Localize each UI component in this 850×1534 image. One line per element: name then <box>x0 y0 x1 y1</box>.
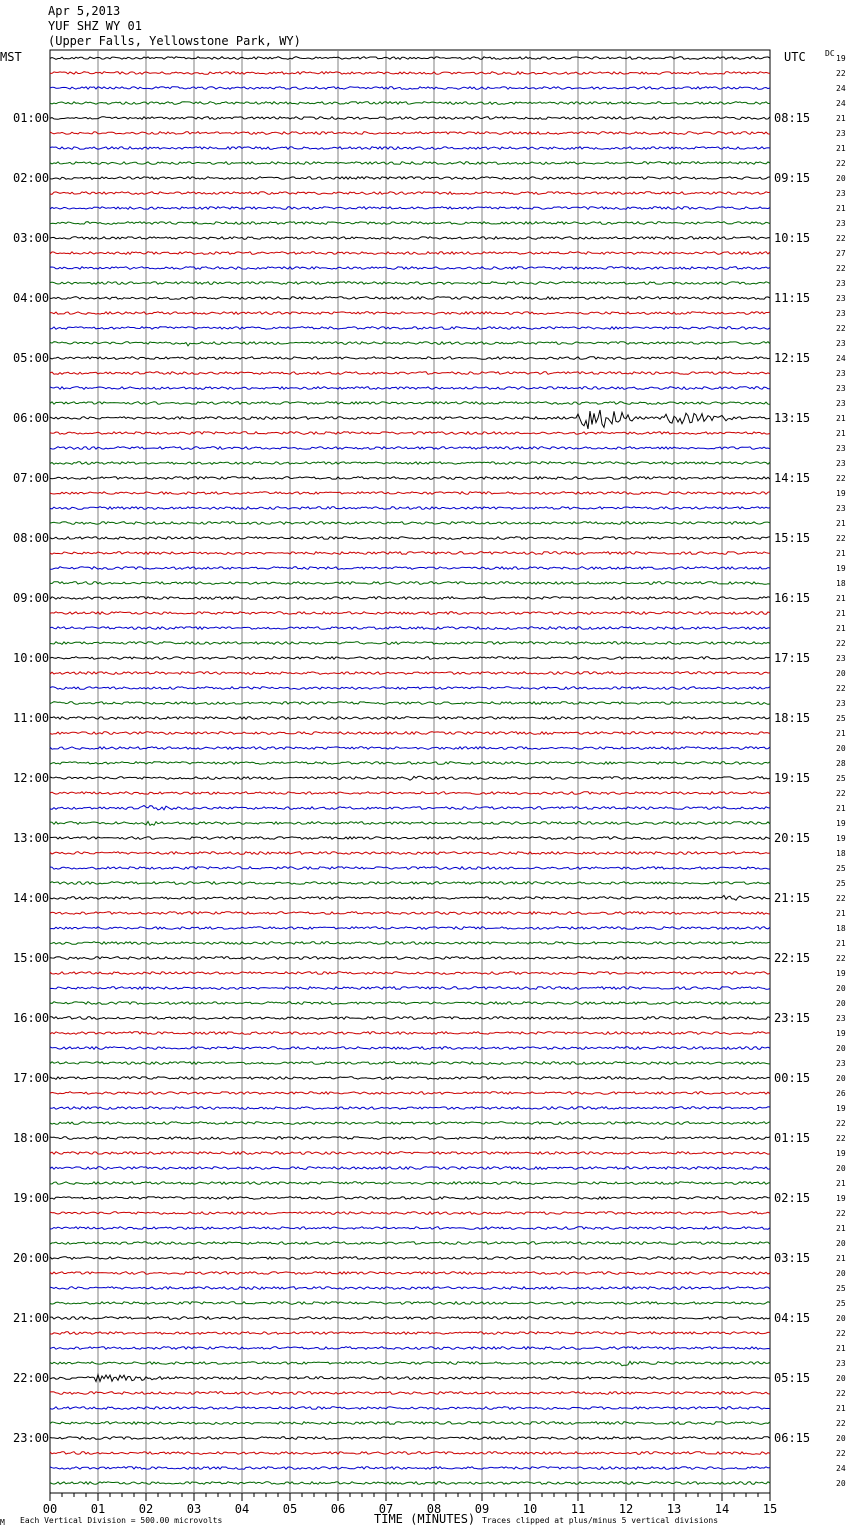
trace-row <box>50 1287 770 1290</box>
dc-value: 25 <box>836 864 846 873</box>
dc-value: 23 <box>836 699 846 708</box>
trace-row <box>50 1062 770 1065</box>
trace-row <box>50 1182 770 1185</box>
dc-value: 21 <box>836 624 846 633</box>
dc-value: 20 <box>836 1239 846 1248</box>
mst-hour-label: 17:00 <box>13 1071 50 1085</box>
trace-row <box>50 912 770 915</box>
plot-frame <box>50 50 770 1493</box>
trace-row <box>50 462 770 465</box>
trace-row <box>50 597 770 600</box>
trace-row <box>50 821 770 825</box>
dc-value: 25 <box>836 714 846 723</box>
trace-row <box>50 1422 770 1425</box>
x-tick-label: 04 <box>234 1502 250 1516</box>
mst-hour-label: 01:00 <box>13 111 50 125</box>
dc-value: 22 <box>836 1449 846 1458</box>
dc-value: 21 <box>836 1344 846 1353</box>
trace-row <box>50 312 770 315</box>
trace-row <box>50 1407 770 1410</box>
trace-row <box>50 972 770 975</box>
trace-row <box>50 942 770 945</box>
x-tick-label: 05 <box>282 1502 298 1516</box>
dc-offset-column <box>825 49 846 1488</box>
dc-value: 22 <box>836 474 846 483</box>
dc-value: 19 <box>836 1149 846 1158</box>
utc-hour-label: 04:15 <box>774 1311 811 1325</box>
x-tick-label: 08 <box>426 1502 442 1516</box>
utc-hour-label: 18:15 <box>774 711 811 725</box>
trace-row <box>50 252 770 255</box>
trace-row <box>50 1361 770 1366</box>
dc-value: 18 <box>836 579 846 588</box>
dc-value: 22 <box>836 264 846 273</box>
trace-row <box>50 1212 770 1215</box>
trace-row <box>50 342 770 346</box>
dc-value: 19 <box>836 819 846 828</box>
dc-value: 22 <box>836 159 846 168</box>
x-tick-label: 09 <box>474 1502 490 1516</box>
utc-hour-label: 13:15 <box>774 411 811 425</box>
utc-hour-label: 15:15 <box>774 531 811 545</box>
trace-row <box>50 447 770 450</box>
mst-hour-label: 08:00 <box>13 531 50 545</box>
trace-row <box>50 387 770 390</box>
trace-row <box>50 612 770 615</box>
trace-row <box>50 402 770 405</box>
x-tick-label: 02 <box>138 1502 154 1516</box>
trace-row <box>50 432 770 435</box>
mst-hour-label: 09:00 <box>13 591 50 605</box>
trace-row <box>50 1092 770 1095</box>
trace-row <box>50 582 770 585</box>
mst-hour-label: 21:00 <box>13 1311 50 1325</box>
trace-row <box>50 1107 770 1110</box>
dc-value: 28 <box>836 759 846 768</box>
dc-header: DC <box>825 49 835 58</box>
mst-hour-label: 06:00 <box>13 411 50 425</box>
trace-row <box>50 1302 770 1305</box>
mst-hour-label: 03:00 <box>13 231 50 245</box>
trace-row <box>50 327 770 330</box>
utc-hour-label: 02:15 <box>774 1191 811 1205</box>
trace-row <box>50 687 770 690</box>
dc-value: 20 <box>836 984 846 993</box>
dc-value: 23 <box>836 339 846 348</box>
trace-row <box>50 102 770 105</box>
trace-row <box>50 1077 770 1080</box>
dc-value: 22 <box>836 1389 846 1398</box>
dc-value: 23 <box>836 279 846 288</box>
dc-value: 25 <box>836 1284 846 1293</box>
trace-row <box>50 672 770 675</box>
trace-row <box>50 267 770 270</box>
trace-row <box>50 1375 770 1382</box>
trace-row <box>50 1122 770 1125</box>
trace-row <box>50 806 770 810</box>
dc-value: 18 <box>836 924 846 933</box>
dc-value: 23 <box>836 309 846 318</box>
mst-hour-label: 18:00 <box>13 1131 50 1145</box>
utc-hour-label: 00:15 <box>774 1071 811 1085</box>
trace-row <box>50 282 770 285</box>
trace-row <box>50 627 770 630</box>
x-tick-label: 15 <box>762 1502 778 1516</box>
dc-value: 21 <box>836 144 846 153</box>
dc-value: 19 <box>836 489 846 498</box>
dc-value: 23 <box>836 1359 846 1368</box>
dc-value: 21 <box>836 1254 846 1263</box>
trace-row <box>50 657 770 660</box>
trace-row <box>50 57 770 60</box>
dc-value: 22 <box>836 534 846 543</box>
dc-value: 23 <box>836 399 846 408</box>
dc-value: 22 <box>836 684 846 693</box>
trace-row <box>50 357 770 360</box>
dc-value: 19 <box>836 969 846 978</box>
dc-value: 21 <box>836 594 846 603</box>
dc-value: 21 <box>836 729 846 738</box>
trace-row <box>50 717 770 720</box>
dc-value: 21 <box>836 1404 846 1413</box>
trace-row <box>50 957 770 960</box>
trace-row <box>50 1452 770 1455</box>
trace-row <box>50 1152 770 1155</box>
dc-value: 22 <box>836 234 846 243</box>
dc-value: 23 <box>836 459 846 468</box>
utc-hour-label: 23:15 <box>774 1011 811 1025</box>
trace-row <box>50 987 770 990</box>
x-tick-label: 13 <box>666 1502 682 1516</box>
dc-value: 21 <box>836 414 846 423</box>
dc-value: 20 <box>836 744 846 753</box>
dc-value: 20 <box>836 174 846 183</box>
mst-hour-label: 04:00 <box>13 291 50 305</box>
dc-value: 22 <box>836 1134 846 1143</box>
trace-row <box>50 567 770 570</box>
dc-value: 22 <box>836 954 846 963</box>
trace-row <box>50 537 770 540</box>
trace-row <box>50 132 770 135</box>
dc-value: 26 <box>836 1089 846 1098</box>
dc-value: 23 <box>836 369 846 378</box>
x-tick-label: 01 <box>90 1502 106 1516</box>
trace-row <box>50 1242 770 1245</box>
trace-row <box>50 222 770 225</box>
trace-row <box>50 792 770 795</box>
dc-value: 22 <box>836 324 846 333</box>
right-timezone-label: UTC <box>784 50 806 64</box>
trace-row <box>50 147 770 150</box>
trace-row <box>50 762 770 765</box>
dc-value: 19 <box>836 1194 846 1203</box>
dc-value: 20 <box>836 1314 846 1323</box>
trace-row <box>50 297 770 300</box>
time-grid <box>50 50 770 1493</box>
trace-row <box>50 72 770 75</box>
mst-hour-label: 14:00 <box>13 891 50 905</box>
mst-hour-label: 20:00 <box>13 1251 50 1265</box>
mst-hour-label: 12:00 <box>13 771 50 785</box>
utc-hour-label: 06:15 <box>774 1431 811 1445</box>
dc-value: 20 <box>836 1479 846 1488</box>
dc-value: 21 <box>836 609 846 618</box>
dc-value: 25 <box>836 879 846 888</box>
trace-row <box>50 552 770 555</box>
dc-value: 22 <box>836 894 846 903</box>
dc-value: 20 <box>836 669 846 678</box>
trace-row <box>50 507 770 510</box>
dc-value: 19 <box>836 54 846 63</box>
trace-row <box>50 1017 770 1020</box>
station-location: (Upper Falls, Yellowstone Park, WY) <box>48 34 301 48</box>
dc-value: 21 <box>836 429 846 438</box>
trace-row <box>50 732 770 735</box>
trace-row <box>50 1347 770 1350</box>
trace-row <box>50 162 770 165</box>
dc-value: 24 <box>836 1464 846 1473</box>
trace-row <box>50 1197 770 1200</box>
utc-hour-label: 10:15 <box>774 231 811 245</box>
dc-value: 20 <box>836 999 846 1008</box>
dc-value: 23 <box>836 654 846 663</box>
dc-value: 22 <box>836 1119 846 1128</box>
x-tick-label: 14 <box>714 1502 730 1516</box>
dc-value: 19 <box>836 834 846 843</box>
utc-hour-label: 22:15 <box>774 951 811 965</box>
trace-row <box>50 477 770 480</box>
trace-row <box>50 1332 770 1335</box>
dc-value: 21 <box>836 114 846 123</box>
dc-value: 23 <box>836 1059 846 1068</box>
dc-value: 20 <box>836 1164 846 1173</box>
trace-row <box>50 1257 770 1260</box>
left-timezone-label: MST <box>0 50 22 64</box>
trace-row <box>50 642 770 645</box>
dc-value: 20 <box>836 1044 846 1053</box>
dc-value: 20 <box>836 1074 846 1083</box>
dc-value: 23 <box>836 1014 846 1023</box>
dc-value: 23 <box>836 504 846 513</box>
dc-value: 23 <box>836 294 846 303</box>
dc-value: 21 <box>836 909 846 918</box>
dc-value: 23 <box>836 384 846 393</box>
x-tick-label: 00 <box>42 1502 58 1516</box>
mst-hour-label: 07:00 <box>13 471 50 485</box>
utc-hour-label: 01:15 <box>774 1131 811 1145</box>
trace-row <box>50 1392 770 1395</box>
dc-value: 19 <box>836 1029 846 1038</box>
mst-hour-label: 15:00 <box>13 951 50 965</box>
trace-row <box>50 1317 770 1320</box>
x-tick-label: 07 <box>378 1502 394 1516</box>
x-tick-label: 10 <box>522 1502 538 1516</box>
dc-value: 24 <box>836 354 846 363</box>
dc-value: 21 <box>836 549 846 558</box>
dc-value: 22 <box>836 69 846 78</box>
mst-hour-label: 02:00 <box>13 171 50 185</box>
record-date: Apr 5,2013 <box>48 4 121 18</box>
trace-row <box>50 1482 770 1485</box>
dc-value: 19 <box>836 1104 846 1113</box>
x-tick-label: 12 <box>618 1502 634 1516</box>
x-tick-label: 03 <box>186 1502 202 1516</box>
dc-value: 21 <box>836 204 846 213</box>
station-code: YUF SHZ WY 01 <box>48 19 142 33</box>
dc-value: 21 <box>836 519 846 528</box>
trace-row <box>50 237 770 240</box>
trace-row <box>50 207 770 210</box>
x-tick-label: 06 <box>330 1502 346 1516</box>
mst-hour-label: 16:00 <box>13 1011 50 1025</box>
utc-hour-label: 20:15 <box>774 831 811 845</box>
trace-row <box>50 522 770 525</box>
trace-row <box>50 87 770 90</box>
trace-row <box>50 837 770 840</box>
trace-row <box>50 1137 770 1140</box>
trace-row <box>50 1167 770 1170</box>
trace-row <box>50 1437 770 1440</box>
utc-hour-label: 19:15 <box>774 771 811 785</box>
x-axis-label: TIME (MINUTES) <box>374 1512 476 1526</box>
dc-value: 20 <box>836 1269 846 1278</box>
mst-hour-label: 11:00 <box>13 711 50 725</box>
dc-value: 22 <box>836 1209 846 1218</box>
mst-hour-label: 19:00 <box>13 1191 50 1205</box>
dc-value: 23 <box>836 189 846 198</box>
trace-row <box>50 1047 770 1050</box>
trace-row <box>50 192 770 195</box>
dc-value: 20 <box>836 1434 846 1443</box>
trace-rows <box>50 57 770 1485</box>
utc-hour-labels <box>774 111 810 1445</box>
trace-row <box>50 492 770 495</box>
dc-value: 21 <box>836 1224 846 1233</box>
dc-value: 22 <box>836 1419 846 1428</box>
mst-hour-labels <box>13 111 49 1445</box>
utc-hour-label: 03:15 <box>774 1251 811 1265</box>
trace-row <box>50 1032 770 1035</box>
utc-hour-label: 05:15 <box>774 1371 811 1385</box>
trace-row <box>50 1002 770 1005</box>
dc-value: 21 <box>836 1179 846 1188</box>
trace-row <box>50 1272 770 1275</box>
clip-note: Traces clipped at plus/minus 5 vertical divisions <box>482 1516 719 1525</box>
trace-row <box>50 852 770 855</box>
trace-row <box>50 702 770 705</box>
dc-value: 18 <box>836 849 846 858</box>
dc-value: 19 <box>836 564 846 573</box>
dc-value: 23 <box>836 129 846 138</box>
dc-value: 21 <box>836 804 846 813</box>
utc-hour-label: 17:15 <box>774 651 811 665</box>
dc-value: 23 <box>836 219 846 228</box>
trace-row <box>50 882 770 885</box>
dc-value: 25 <box>836 1299 846 1308</box>
utc-hour-label: 09:15 <box>774 171 811 185</box>
dc-value: 22 <box>836 789 846 798</box>
trace-row <box>50 372 770 375</box>
dc-value: 22 <box>836 639 846 648</box>
dc-value: 20 <box>836 1374 846 1383</box>
mst-hour-label: 13:00 <box>13 831 50 845</box>
dc-value: 24 <box>836 99 846 108</box>
trace-row <box>50 1227 770 1230</box>
dc-value: 23 <box>836 444 846 453</box>
trace-row <box>50 410 770 429</box>
trace-row <box>50 895 770 900</box>
utc-hour-label: 12:15 <box>774 351 811 365</box>
utc-hour-label: 08:15 <box>774 111 811 125</box>
mst-hour-label: 22:00 <box>13 1371 50 1385</box>
trace-row <box>50 867 770 870</box>
dc-value: 25 <box>836 774 846 783</box>
trace-row <box>50 117 770 120</box>
utc-hour-label: 14:15 <box>774 471 811 485</box>
trace-row <box>50 776 770 780</box>
dc-value: 21 <box>836 939 846 948</box>
utc-hour-label: 21:15 <box>774 891 811 905</box>
dc-value: 27 <box>836 249 846 258</box>
dc-value: 24 <box>836 84 846 93</box>
trace-row <box>50 747 770 750</box>
trace-row <box>50 177 770 180</box>
mst-hour-label: 10:00 <box>13 651 50 665</box>
x-tick-label: 11 <box>570 1502 586 1516</box>
utc-hour-label: 11:15 <box>774 291 811 305</box>
mst-hour-label: 23:00 <box>13 1431 50 1445</box>
mst-hour-label: 05:00 <box>13 351 50 365</box>
scale-note: Each Vertical Division = 500.00 microvolts <box>20 1516 223 1525</box>
utc-hour-label: 16:15 <box>774 591 811 605</box>
trace-row <box>50 927 770 930</box>
footer-mark: M <box>0 1518 5 1527</box>
trace-row <box>50 1467 770 1470</box>
dc-value: 22 <box>836 1329 846 1338</box>
